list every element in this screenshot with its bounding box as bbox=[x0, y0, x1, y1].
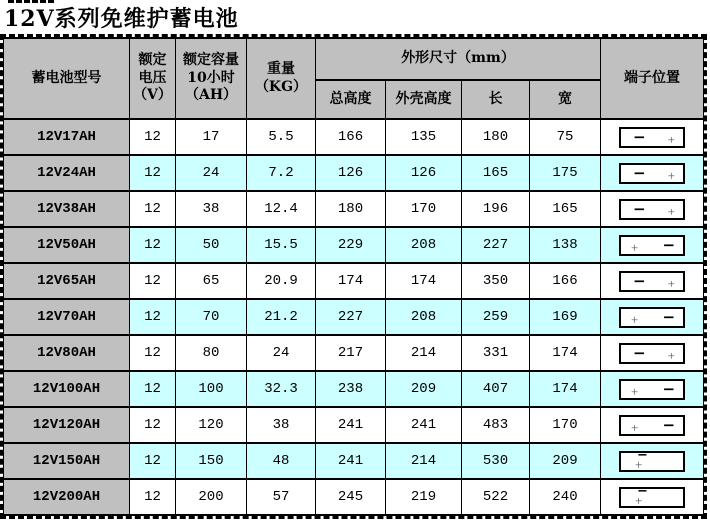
cell-width[interactable]: 174 bbox=[530, 371, 601, 407]
cell-model[interactable]: 12V100AH bbox=[4, 371, 130, 407]
cell-case-height[interactable]: 208 bbox=[386, 227, 462, 263]
header-total-height[interactable]: 总高度 bbox=[316, 80, 386, 119]
cell-voltage[interactable]: 12 bbox=[130, 119, 176, 155]
cell-voltage[interactable]: 12 bbox=[130, 191, 176, 227]
terminal-diagram-plus-minus[interactable] bbox=[619, 415, 685, 436]
minus-terminal-icon: − bbox=[662, 415, 676, 434]
cell-capacity[interactable]: 24 bbox=[176, 155, 247, 191]
cell-model[interactable]: 12V50AH bbox=[4, 227, 130, 263]
plus-terminal-icon: + bbox=[667, 167, 676, 183]
terminal-diagram-minus-plus[interactable] bbox=[619, 163, 685, 184]
cell-weight[interactable]: 32.3 bbox=[247, 371, 316, 407]
cell-voltage[interactable]: 12 bbox=[130, 335, 176, 371]
minus-terminal-icon: − bbox=[662, 307, 676, 326]
cell-model[interactable]: 12V200AH bbox=[4, 479, 130, 515]
cell-length[interactable]: 522 bbox=[462, 479, 530, 515]
header-capacity-line: 10小时 bbox=[187, 69, 235, 86]
cell-voltage[interactable]: 12 bbox=[130, 155, 176, 191]
cell-weight[interactable]: 7.2 bbox=[247, 155, 316, 191]
cell-terminal-position[interactable] bbox=[601, 407, 704, 443]
minus-terminal-icon: − bbox=[637, 483, 648, 499]
cell-terminal-position[interactable] bbox=[601, 227, 704, 263]
cell-width[interactable]: 174 bbox=[530, 335, 601, 371]
cell-total-height[interactable]: 241 bbox=[316, 443, 386, 479]
cell-total-height[interactable]: 180 bbox=[316, 191, 386, 227]
cell-total-height[interactable]: 245 bbox=[316, 479, 386, 515]
table-row bbox=[4, 263, 704, 299]
cell-length[interactable]: 259 bbox=[462, 299, 530, 335]
cell-terminal-position[interactable] bbox=[601, 191, 704, 227]
cell-voltage[interactable]: 12 bbox=[130, 407, 176, 443]
terminal-diagram-plus-minus[interactable] bbox=[619, 307, 685, 328]
cell-case-height[interactable]: 135 bbox=[386, 119, 462, 155]
minus-terminal-icon: − bbox=[662, 235, 676, 254]
cell-weight[interactable]: 12.4 bbox=[247, 191, 316, 227]
cell-terminal-position[interactable] bbox=[601, 119, 704, 155]
header-terminal[interactable]: 端子位置 bbox=[601, 38, 704, 119]
header-voltage-line: 电压 bbox=[138, 69, 167, 86]
cell-voltage[interactable]: 12 bbox=[130, 299, 176, 335]
cell-capacity[interactable]: 17 bbox=[176, 119, 247, 155]
cell-width[interactable]: 75 bbox=[530, 119, 601, 155]
header-weight[interactable] bbox=[247, 38, 316, 119]
cell-capacity[interactable]: 80 bbox=[176, 335, 247, 371]
minus-terminal-icon: − bbox=[633, 127, 646, 146]
cell-voltage[interactable]: 12 bbox=[130, 479, 176, 515]
cell-total-height[interactable]: 241 bbox=[316, 407, 386, 443]
cell-case-height[interactable]: 241 bbox=[386, 407, 462, 443]
cell-width[interactable]: 170 bbox=[530, 407, 601, 443]
minus-terminal-icon: − bbox=[633, 163, 646, 182]
plus-terminal-icon: + bbox=[631, 239, 639, 255]
header-capacity-line: 额定容量 bbox=[183, 52, 239, 69]
cell-length[interactable]: 180 bbox=[462, 119, 530, 155]
cell-length[interactable]: 331 bbox=[462, 335, 530, 371]
cell-length[interactable]: 407 bbox=[462, 371, 530, 407]
plus-terminal-icon: + bbox=[635, 456, 643, 472]
table-row bbox=[4, 299, 704, 335]
cell-width[interactable]: 175 bbox=[530, 155, 601, 191]
cell-width[interactable]: 169 bbox=[530, 299, 601, 335]
cell-model[interactable]: 12V120AH bbox=[4, 407, 130, 443]
table-row bbox=[4, 191, 704, 227]
cell-weight[interactable]: 5.5 bbox=[247, 119, 316, 155]
cell-model[interactable]: 12V80AH bbox=[4, 335, 130, 371]
cell-terminal-position[interactable] bbox=[601, 371, 704, 407]
spec-table bbox=[3, 37, 704, 516]
terminal-diagram-minus-plus[interactable] bbox=[619, 271, 685, 292]
cell-case-height[interactable]: 209 bbox=[386, 371, 462, 407]
cell-total-height[interactable]: 126 bbox=[316, 155, 386, 191]
cell-length[interactable]: 227 bbox=[462, 227, 530, 263]
cell-case-height[interactable]: 214 bbox=[386, 335, 462, 371]
cell-terminal-position[interactable] bbox=[601, 479, 704, 515]
table-row bbox=[4, 119, 704, 155]
header-length[interactable]: 长 bbox=[462, 80, 530, 119]
cell-voltage[interactable]: 12 bbox=[130, 443, 176, 479]
terminal-diagram-minus-over-plus[interactable] bbox=[619, 447, 685, 472]
cell-case-height[interactable]: 126 bbox=[386, 155, 462, 191]
cell-length[interactable]: 530 bbox=[462, 443, 530, 479]
plus-terminal-icon: + bbox=[667, 131, 676, 147]
header-weight-line: 重量 bbox=[267, 61, 295, 77]
terminal-diagram-plus-minus[interactable] bbox=[619, 235, 685, 256]
cell-terminal-position[interactable] bbox=[601, 263, 704, 299]
cell-weight[interactable]: 48 bbox=[247, 443, 316, 479]
cell-terminal-position[interactable] bbox=[601, 335, 704, 371]
terminal-diagram-minus-plus[interactable] bbox=[619, 343, 685, 364]
header-dimensions[interactable]: 外形尺寸（mm） bbox=[316, 38, 601, 80]
cell-total-height[interactable]: 227 bbox=[316, 299, 386, 335]
cell-capacity[interactable]: 150 bbox=[176, 443, 247, 479]
cell-width[interactable]: 138 bbox=[530, 227, 601, 263]
cell-total-height[interactable]: 217 bbox=[316, 335, 386, 371]
cell-case-height[interactable]: 170 bbox=[386, 191, 462, 227]
terminal-diagram-minus-over-plus[interactable] bbox=[619, 483, 685, 508]
cell-capacity[interactable]: 50 bbox=[176, 227, 247, 263]
minus-terminal-icon: − bbox=[633, 199, 646, 218]
cell-model[interactable]: 12V17AH bbox=[4, 119, 130, 155]
battery-spec-table bbox=[0, 34, 707, 519]
cell-width[interactable]: 240 bbox=[530, 479, 601, 515]
page-title[interactable]: 12V系列免维护蓄电池 bbox=[4, 6, 239, 32]
plus-terminal-icon: + bbox=[631, 311, 639, 327]
minus-terminal-icon: − bbox=[637, 447, 648, 463]
cell-case-height[interactable]: 174 bbox=[386, 263, 462, 299]
table-row bbox=[4, 227, 704, 263]
cell-width[interactable]: 209 bbox=[530, 443, 601, 479]
cell-model[interactable]: 12V38AH bbox=[4, 191, 130, 227]
cell-weight[interactable]: 57 bbox=[247, 479, 316, 515]
table-row bbox=[4, 155, 704, 191]
table-row bbox=[4, 479, 704, 515]
cell-case-height[interactable]: 219 bbox=[386, 479, 462, 515]
plus-terminal-icon: + bbox=[667, 275, 676, 291]
terminal-diagram-minus-plus[interactable] bbox=[619, 127, 685, 148]
cell-capacity[interactable]: 200 bbox=[176, 479, 247, 515]
cell-weight[interactable]: 15.5 bbox=[247, 227, 316, 263]
header-capacity-line: （AH） bbox=[184, 87, 238, 104]
cell-capacity[interactable]: 70 bbox=[176, 299, 247, 335]
cell-terminal-position[interactable] bbox=[601, 155, 704, 191]
minus-terminal-icon: − bbox=[662, 379, 676, 398]
cell-weight[interactable]: 24 bbox=[247, 335, 316, 371]
cell-width[interactable]: 166 bbox=[530, 263, 601, 299]
header-voltage[interactable] bbox=[130, 38, 176, 119]
header-width[interactable]: 宽 bbox=[530, 80, 601, 119]
cell-total-height[interactable]: 174 bbox=[316, 263, 386, 299]
terminal-diagram-plus-minus[interactable] bbox=[619, 379, 685, 400]
cell-case-height[interactable]: 208 bbox=[386, 299, 462, 335]
cell-weight[interactable]: 21.2 bbox=[247, 299, 316, 335]
cell-total-height[interactable]: 229 bbox=[316, 227, 386, 263]
plus-terminal-icon: + bbox=[631, 419, 639, 435]
cell-model[interactable]: 12V24AH bbox=[4, 155, 130, 191]
cell-length[interactable]: 350 bbox=[462, 263, 530, 299]
table-row bbox=[4, 371, 704, 407]
plus-terminal-icon: + bbox=[667, 347, 676, 363]
terminal-diagram-minus-plus[interactable] bbox=[619, 199, 685, 220]
cell-model[interactable]: 12V150AH bbox=[4, 443, 130, 479]
cell-total-height[interactable]: 238 bbox=[316, 371, 386, 407]
cell-model[interactable]: 12V65AH bbox=[4, 263, 130, 299]
cell-case-height[interactable]: 214 bbox=[386, 443, 462, 479]
cell-length[interactable]: 196 bbox=[462, 191, 530, 227]
minus-terminal-icon: − bbox=[633, 271, 646, 290]
cell-model[interactable]: 12V70AH bbox=[4, 299, 130, 335]
table-row bbox=[4, 335, 704, 371]
table-row bbox=[4, 407, 704, 443]
cell-length[interactable]: 165 bbox=[462, 155, 530, 191]
header-weight-line: （KG） bbox=[254, 78, 308, 95]
plus-terminal-icon: + bbox=[667, 203, 676, 219]
cell-capacity[interactable]: 65 bbox=[176, 263, 247, 299]
header-voltage-line: （V） bbox=[133, 87, 172, 104]
cell-terminal-position[interactable] bbox=[601, 443, 704, 479]
cell-voltage[interactable]: 12 bbox=[130, 263, 176, 299]
cell-capacity[interactable]: 120 bbox=[176, 407, 247, 443]
minus-terminal-icon: − bbox=[633, 343, 646, 362]
cell-capacity[interactable]: 38 bbox=[176, 191, 247, 227]
table-row bbox=[4, 443, 704, 479]
cell-weight[interactable]: 38 bbox=[247, 407, 316, 443]
cell-terminal-position[interactable] bbox=[601, 299, 704, 335]
header-capacity[interactable] bbox=[176, 38, 247, 119]
header-case-height[interactable]: 外壳高度 bbox=[386, 80, 462, 119]
cell-voltage[interactable]: 12 bbox=[130, 227, 176, 263]
plus-terminal-icon: + bbox=[631, 383, 639, 399]
header-voltage-line: 额定 bbox=[138, 52, 167, 69]
cell-length[interactable]: 483 bbox=[462, 407, 530, 443]
cell-weight[interactable]: 20.9 bbox=[247, 263, 316, 299]
cell-capacity[interactable]: 100 bbox=[176, 371, 247, 407]
cell-width[interactable]: 165 bbox=[530, 191, 601, 227]
cell-total-height[interactable]: 166 bbox=[316, 119, 386, 155]
cell-voltage[interactable]: 12 bbox=[130, 371, 176, 407]
plus-terminal-icon: + bbox=[635, 492, 643, 508]
header-model[interactable]: 蓄电池型号 bbox=[4, 38, 130, 119]
